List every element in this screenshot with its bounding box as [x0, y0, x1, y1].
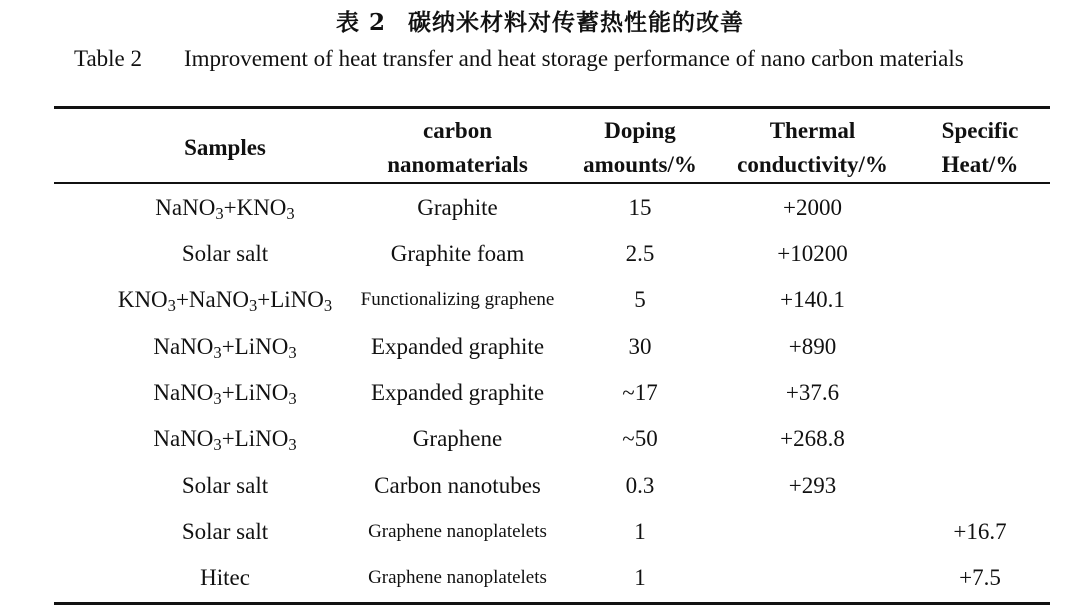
cell-doping: 1: [634, 519, 646, 544]
header-doping-line2: amounts/%: [583, 152, 697, 177]
cell-sample: NaNO$_3$+LiNO$_3$: [153, 334, 297, 363]
header-carbon-line2: nanomaterials: [387, 152, 528, 177]
cell-thermal: +2000: [783, 195, 842, 220]
cell-doping: 5: [634, 287, 646, 312]
cell-thermal: +293: [788, 473, 837, 498]
cell-sample: NaNO$_3$+LiNO$_3$: [153, 426, 297, 455]
table-title-english: Improvement of heat transfer and heat storage performance of nano carbon materials: [184, 46, 964, 71]
table-header-rule: [54, 182, 1050, 184]
cell-material: Carbon nanotubes: [374, 473, 541, 498]
header-thermal-line2: conductivity/%: [737, 152, 888, 177]
table-bottom-rule: [54, 602, 1050, 605]
cell-specific: +16.7: [953, 519, 1007, 544]
cell-doping: 1: [634, 565, 646, 590]
table-number-english: Table 2: [74, 46, 143, 71]
cell-sample: Solar salt: [181, 241, 269, 266]
cell-sample: Hitec: [200, 565, 250, 590]
cell-sample: $KNO_3+NaNO_3+LiNO_3$: [117, 287, 333, 316]
cell-material: Expanded graphite: [370, 334, 545, 359]
header-specific-line1: Specific: [941, 118, 1019, 143]
header-samples: Samples: [184, 135, 266, 160]
header-specific-line2: Heat/%: [941, 152, 1019, 177]
cell-doping: 30: [628, 334, 652, 359]
cell-material: Graphene: [412, 426, 503, 451]
header-carbon-line1: carbon: [423, 118, 492, 143]
table-title-chinese: 碳纳米材料对传蓄热性能的改善: [408, 9, 744, 36]
header-doping-line1: Doping: [604, 118, 676, 143]
cell-sample: $NaNO_3+KNO_3$: [155, 195, 295, 224]
cell-specific: +7.5: [959, 565, 1001, 590]
cell-thermal: +140.1: [780, 287, 845, 312]
header-thermal-line1: Thermal: [769, 118, 856, 143]
cell-material: Graphene nanoplatelets: [368, 567, 547, 588]
cell-thermal: +37.6: [785, 380, 840, 405]
cell-material: Expanded graphite: [370, 380, 545, 405]
cell-doping: 0.3: [625, 473, 655, 498]
cell-material: Graphene nanoplatelets: [368, 521, 547, 542]
cell-doping: 15: [628, 195, 652, 220]
cell-sample: Solar salt: [181, 519, 269, 544]
cell-sample: Solar salt: [181, 473, 269, 498]
table-caption-english: [74, 46, 964, 72]
table-caption-chinese: [0, 4, 1080, 37]
cell-material: Functionalizing graphene: [360, 289, 555, 310]
cell-thermal: +10200: [777, 241, 848, 266]
cell-sample: NaNO$_3$+LiNO$_3$: [153, 380, 297, 409]
table-top-rule: [54, 106, 1050, 109]
cell-doping: ~17: [622, 380, 658, 405]
cell-doping: 2.5: [625, 241, 655, 266]
cell-thermal: +268.8: [780, 426, 845, 451]
table-number-chinese: 表 2: [335, 9, 386, 36]
cell-material: Graphite foam: [390, 241, 525, 266]
cell-doping: ~50: [622, 426, 658, 451]
cell-thermal: +890: [788, 334, 837, 359]
cell-material: Graphite: [417, 195, 498, 220]
